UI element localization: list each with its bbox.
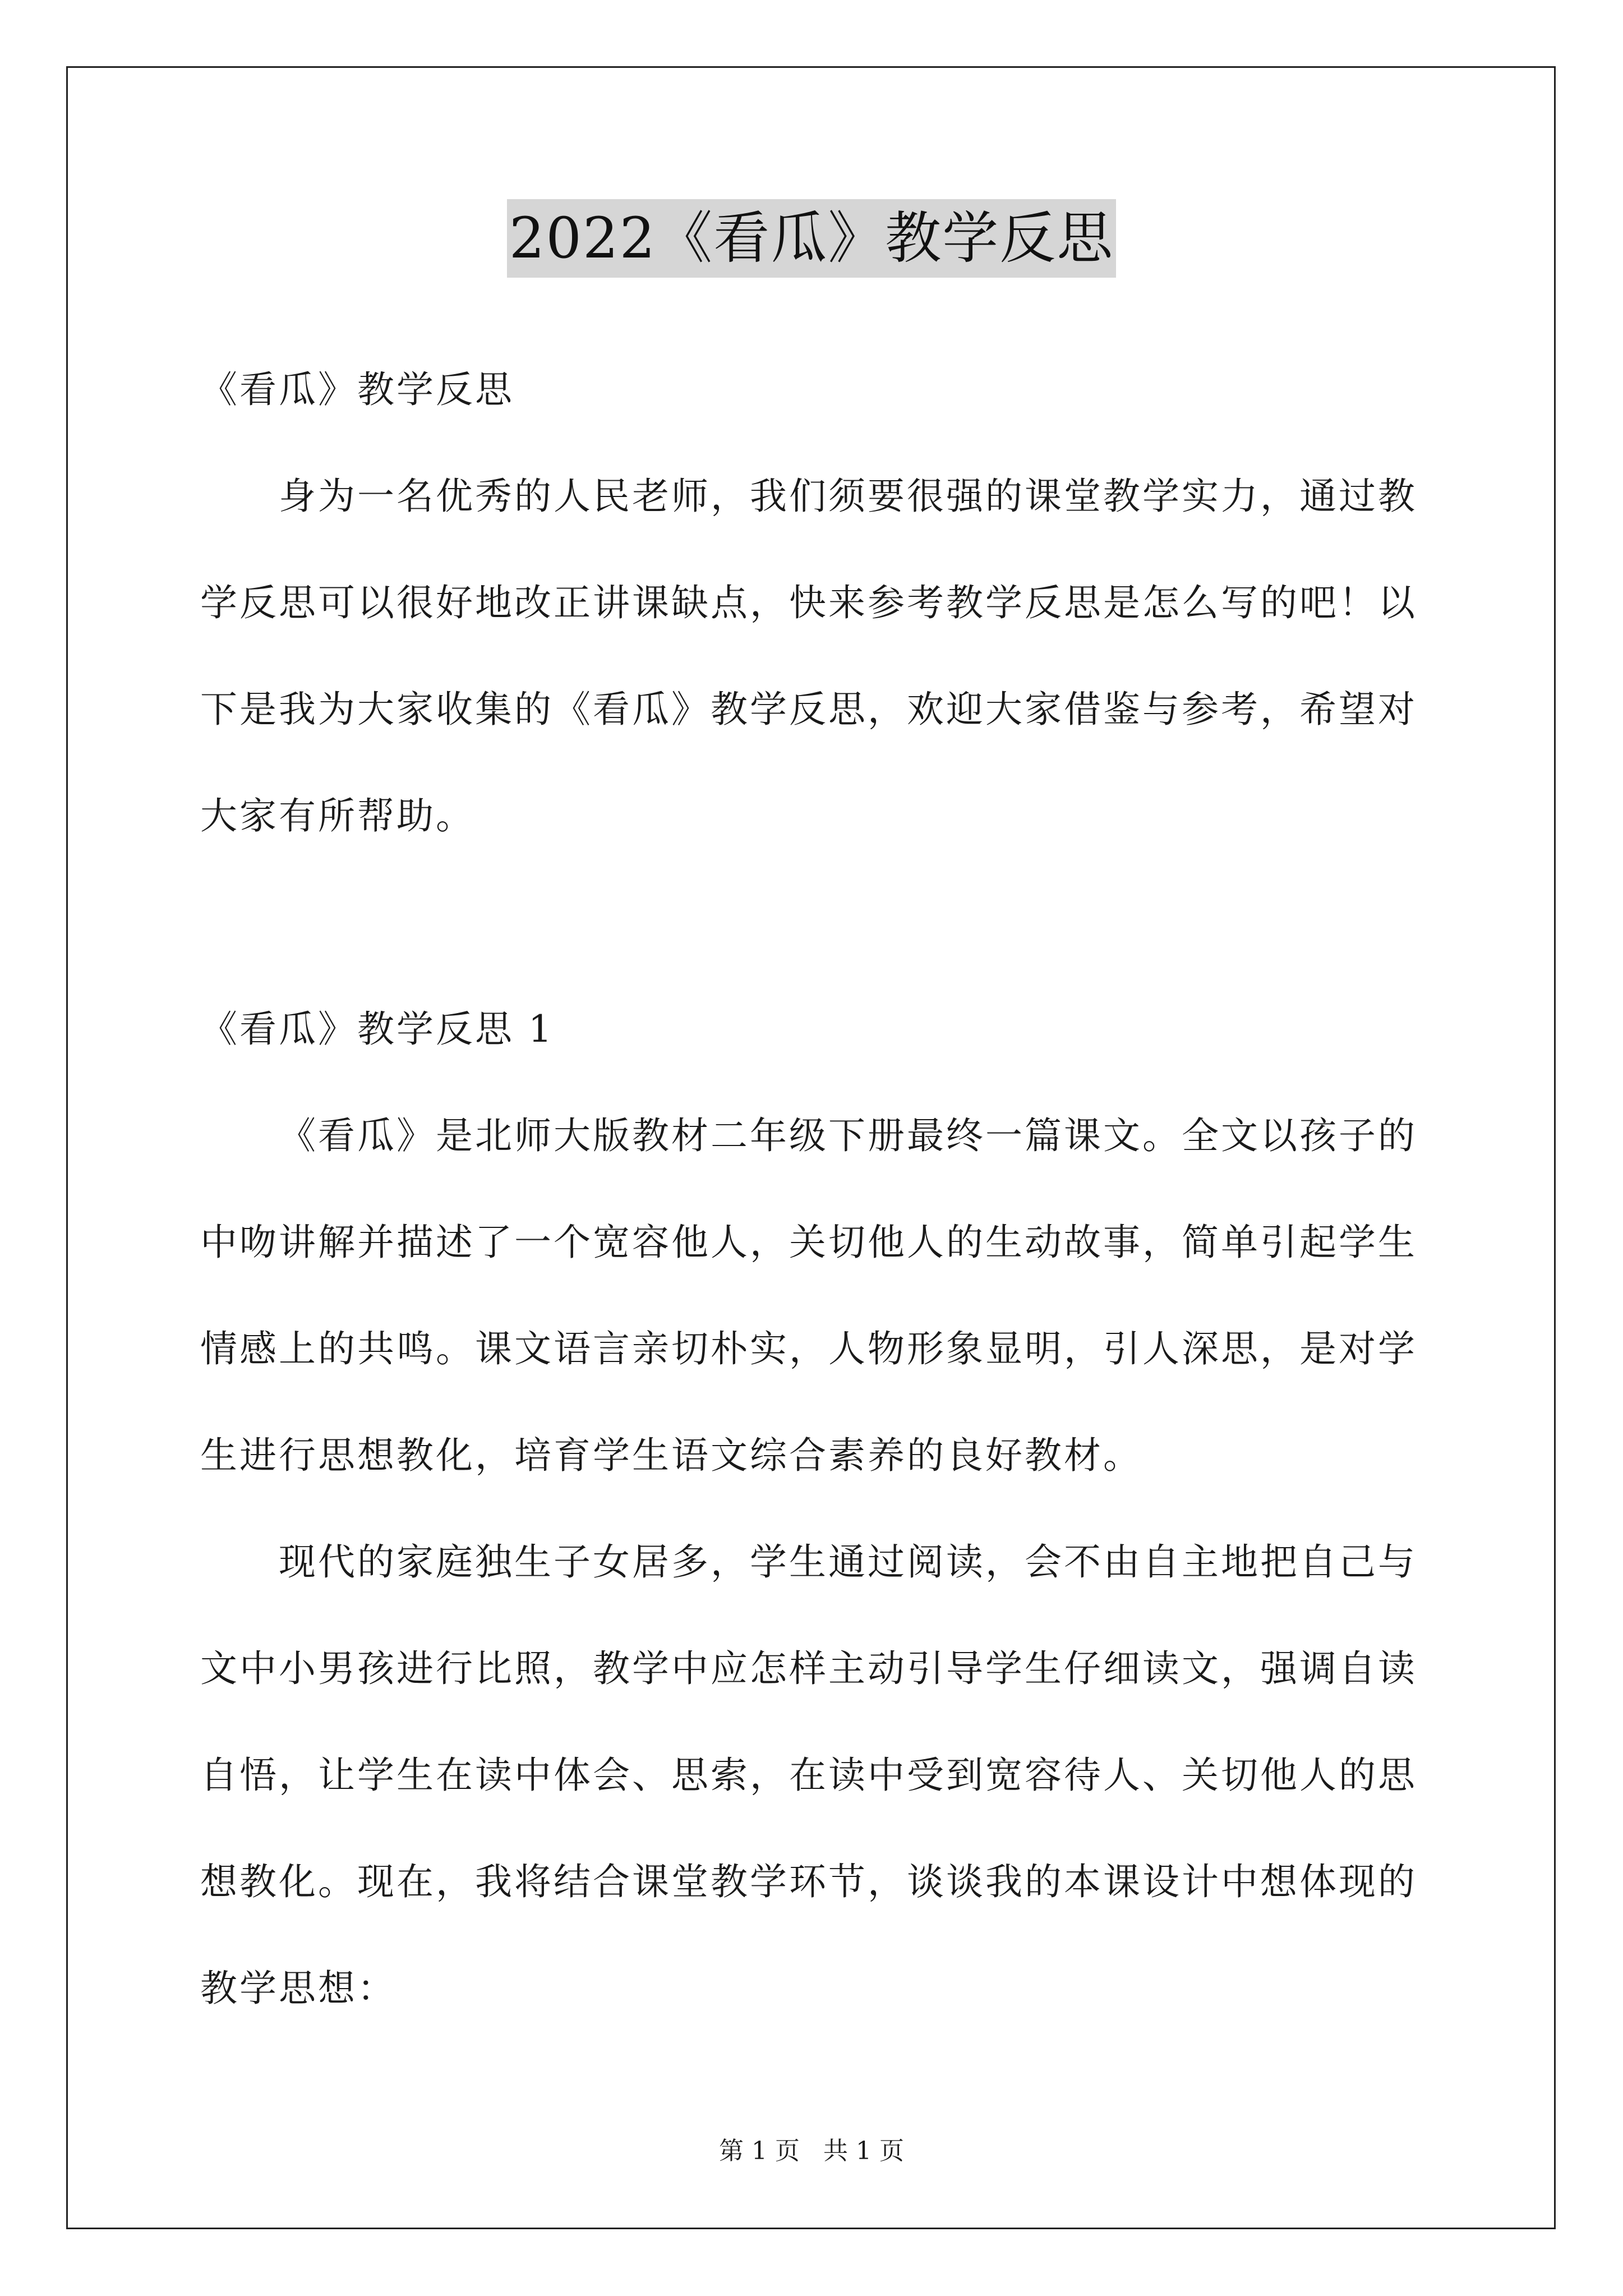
document-body — [200, 337, 1434, 2042]
section1-paragraph-1: 《看瓜》是北师大版教材二年级下册最终一篇课文。全文以孩子的中吻讲解并描述了一个宽容他人，关切他人的生动故事，简单引起学生情感上的共鸣。课文语言亲切朴实，人物形象显明，引人深思，是对学生进行思想教化，培育学生语文综合素养的良好教材。 — [200, 1114, 1417, 1477]
section-spacer — [200, 869, 1434, 976]
intro-heading: 《看瓜》教学反思 — [200, 368, 514, 411]
page-footer — [0, 2134, 1623, 2168]
document-title: 2022《看瓜》教学反思 — [507, 199, 1117, 278]
page-number-total: 共 1 页 — [823, 2137, 904, 2165]
title-container — [0, 199, 1623, 278]
section1-heading: 《看瓜》教学反思 1 — [200, 1007, 554, 1051]
page-number-current: 第 1 页 — [719, 2137, 800, 2165]
section1-paragraph-2: 现代的家庭独生子女居多，学生通过阅读，会不由自主地把自己与文中小男孩进行比照，教学中应怎样主动引导学生仔细读文，强调自读自悟，让学生在读中体会、思索，在读中受到宽容待人、关切他人的思想教化。现在，我将结合课堂教学环节，谈谈我的本课设计中想体现的教学思想： — [200, 1540, 1417, 2010]
intro-paragraph: 身为一名优秀的人民老师，我们须要很强的课堂教学实力，通过教学反思可以很好地改正讲课缺点，快来参考教学反思是怎么写的吧！以下是我为大家收集的《看瓜》教学反思，欢迎大家借鉴与参考，希望对大家有所帮助。 — [200, 475, 1417, 838]
